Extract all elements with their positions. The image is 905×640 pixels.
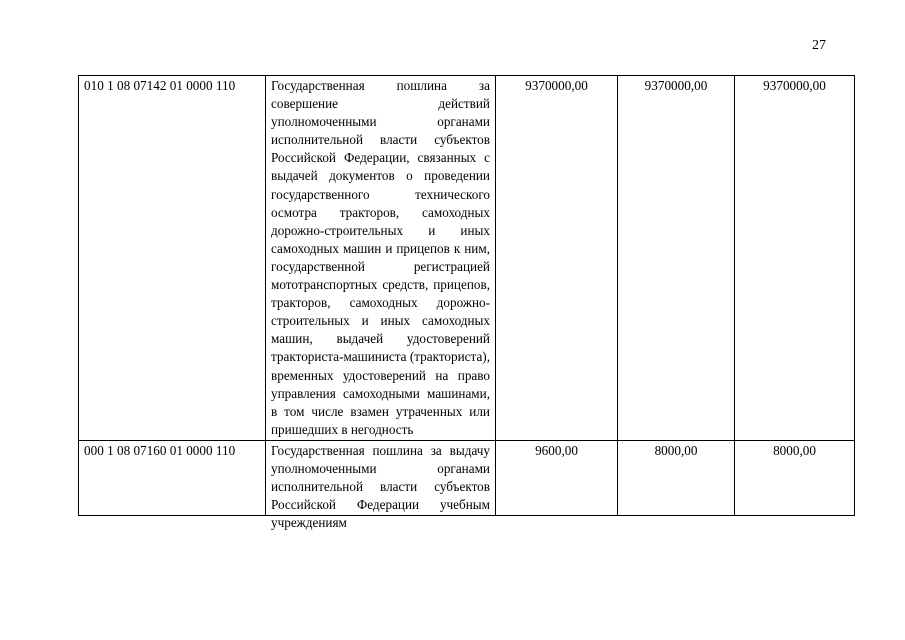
amount-year-2: 9370000,00 xyxy=(618,76,735,441)
amount-year-1: 9600,00 xyxy=(496,440,618,515)
table-row xyxy=(79,76,855,441)
page-number: 27 xyxy=(812,38,826,53)
revenue-name-cell xyxy=(266,440,496,531)
amount-year-3: 9370000,00 xyxy=(735,76,855,441)
amount-year-3: 8000,00 xyxy=(735,440,855,515)
amount-year-2: 8000,00 xyxy=(618,440,735,515)
revenue-name: Государственная пошлина за выдачу уполномоченными органами исполнительной власти субъектов Российской Федерации учебным учреждениям xyxy=(271,442,490,531)
table-row xyxy=(79,440,855,515)
revenue-name: Государственная пошлина за совершение действий уполномоченными органами исполнительной власти субъектов Российской Федерации, связанных с выдачей документов о проведении государственного технического осмотра тракторов, самоходных дорожно-строительных и иных самоходных машин и прицепов к ним, государственной регистрацией мототранспортных средств, прицепов, тракторов, самоходных дорожно-строительных и иных самоходных машин, выдачей удостоверений тракториста-машиниста (тракториста), временных удостоверений на право управления самоходными машинами, в том числе взамен утраченных или пришедших в негодность xyxy=(266,76,496,441)
budget-classification-code: 010 1 08 07142 01 0000 110 xyxy=(79,76,266,441)
budget-classification-code: 000 1 08 07160 01 0000 110 xyxy=(79,440,266,515)
amount-year-1: 9370000,00 xyxy=(496,76,618,441)
budget-revenue-table xyxy=(78,75,855,531)
